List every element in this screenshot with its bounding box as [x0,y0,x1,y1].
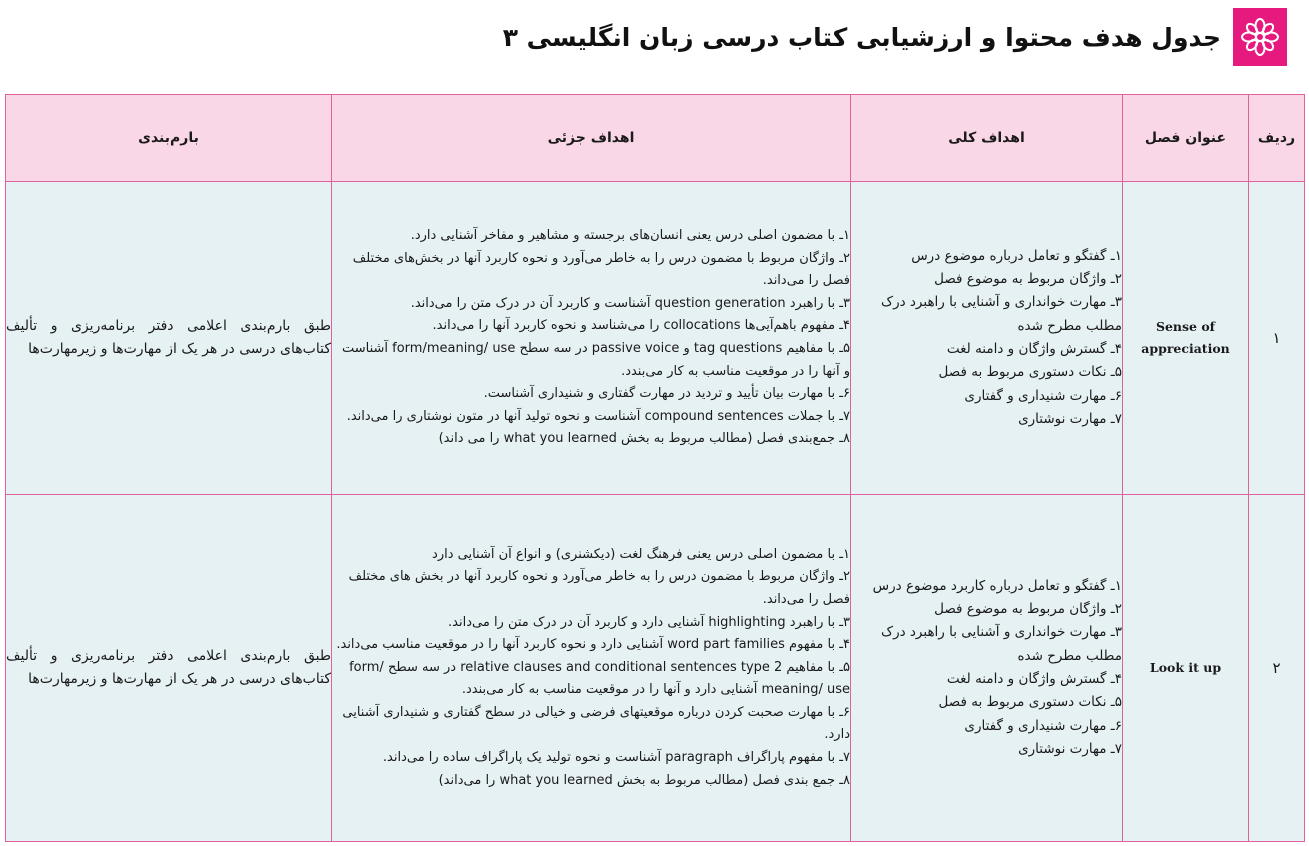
column-header-specific-goals: اهداف جزئی [332,95,851,182]
specific-goal-item: ۱ـ با مضمون اصلی درس یعنی انسان‌های برجسته و مشاهیر و مفاخر آشنایی دارد. [410,228,850,244]
evaluation-cell: طبق بارم‌بندی اعلامی دفتر برنامه‌ریزی و تألیف کتاب‌های درسی در هر یک از مهارت‌ها و زیرمهارت‌ها [6,495,332,842]
specific-goal-item: ۳ـ با راهبرد highlighting آشنایی دارد و کاربرد آن در درک متن را می‌داند. [448,614,850,630]
evaluation-cell: طبق بارم‌بندی اعلامی دفتر برنامه‌ریزی و تألیف کتاب‌های درسی در هر یک از مهارت‌ها و زیرمهارت‌ها [6,182,332,495]
column-header-chapter-title: عنوان فصل [1123,95,1249,182]
specific-goal-item: ۱ـ با مضمون اصلی درس یعنی فرهنگ لغت (دیکشنری) و انواع آن آشنایی دارد [432,546,850,562]
general-goal-item: ۱ـ گفتگو و تعامل درباره کاربرد موضوع درس [872,577,1122,594]
chapter-title: Look it up [1123,495,1249,842]
table-header-row [6,95,1305,182]
table-row [6,182,1305,495]
lotus-flower-icon [1239,16,1281,58]
row-number: ۲ [1249,495,1305,842]
general-goal-item: ۷ـ مهارت نوشتاری [1018,740,1122,757]
specific-goal-item: ۲ـ واژگان مربوط با مضمون درس را به خاطر می‌آورد و نحوه کاربرد آنها در بخش‌های مختلف فصل را می‌داند. [352,250,850,289]
specific-goal-item: ۶ـ با مهارت صحبت کردن درباره موقعیتهای فرضی و خیالی در سطح گفتاری و شنیداری آشنایی دارد. [342,704,850,743]
general-goal-item: ۵ـ نکات دستوری مربوط به فصل [938,694,1122,711]
page-header [503,8,1287,66]
column-header-evaluation: بارم‌بندی [6,95,332,182]
specific-goals-cell [332,182,851,495]
table-row [6,495,1305,842]
general-goal-item: ۷ـ مهارت نوشتاری [1018,410,1122,427]
specific-goal-item: ۶ـ با مهارت بیان تأیید و تردید در مهارت گفتاری و شنیداری آشناست. [483,386,850,402]
goals-table [5,94,1305,842]
specific-goal-item: ۸ـ جمع بندی فصل (مطالب مربوط به بخش what you learned را می‌داند) [438,772,850,788]
specific-goal-item: ۷ـ با مفهوم پاراگراف paragraph آشناست و نحوه تولید یک پاراگراف ساده را می‌داند. [382,750,850,766]
chapter-title: Sense of appreciation [1123,182,1249,495]
general-goals-cell [851,495,1123,842]
general-goal-item: ۴ـ گسترش واژگان و دامنه لغت [946,671,1122,687]
specific-goal-item: ۴ـ مفهوم باهم‌آیی‌ها collocations را می‌شناسد و نحوه کاربرد آنها را می‌داند. [432,318,850,334]
general-goal-item: ۳ـ مهارت خوانداری و آشنایی با راهبرد درک مطلب مطرح شده [881,624,1122,664]
specific-goal-item: ۲ـ واژگان مربوط با مضمون درس را به خاطر می‌آورد و نحوه کاربرد آنها در بخش های مختلف فصل را می‌داند. [348,569,850,607]
column-header-row-number: ردیف [1249,95,1305,182]
specific-goal-item: ۸ـ جمع‌بندی فصل (مطالب مربوط به بخش what you learned را می داند) [438,431,850,447]
specific-goals-cell [332,495,851,842]
general-goal-item: ۲ـ واژگان مربوط به موضوع فصل [934,601,1122,618]
specific-goal-item: ۴ـ با مفهوم word part families آشنایی دارد و نحوه کاربرد آنها را در موقعیت مناسب می‌داند. [336,637,850,653]
general-goal-item: ۶ـ مهارت شنیداری و گفتاری [964,717,1122,734]
general-goal-item: ۵ـ نکات دستوری مربوط به فصل [938,364,1122,381]
specific-goal-item: ۷ـ با جملات compound sentences آشناست و نحوه تولید آنها در متون نوشتاری را می‌داند. [346,408,850,424]
specific-goal-item: ۵ـ با مفاهیم relative clauses and conditional sentences type 2 در سه سطح form/ meaning/ use آشنایی دارد و آنها را در موقعیت مناسب به کار می‌بندد. [349,659,850,698]
general-goal-item: ۶ـ مهارت شنیداری و گفتاری [964,387,1122,404]
general-goal-item: ۱ـ گفتگو و تعامل درباره موضوع درس [911,247,1122,264]
row-number: ۱ [1249,182,1305,495]
general-goal-item: ۲ـ واژگان مربوط به موضوع فصل [934,271,1122,288]
page-title: جدول هدف محتوا و ارزشیابی کتاب درسی زبان انگلیسی ۳ [502,22,1221,52]
specific-goal-item: ۵ـ با مفاهیم tag questions و passive voice در سه سطح form/meaning/ use آشناست و آنها را در موقعیت مناسب به کار می‌بندد. [341,341,850,379]
logo [1233,8,1287,66]
general-goals-cell [851,182,1123,495]
column-header-general-goals: اهداف کلی [851,95,1123,182]
specific-goal-item: ۳ـ با راهبرد question generation آشناست و کاربرد آن در درک متن را می‌داند. [410,295,850,311]
general-goal-item: ۴ـ گسترش واژگان و دامنه لغت [946,341,1122,357]
general-goal-item: ۳ـ مهارت خوانداری و آشنایی با راهبرد درک مطلب مطرح شده [881,294,1122,334]
